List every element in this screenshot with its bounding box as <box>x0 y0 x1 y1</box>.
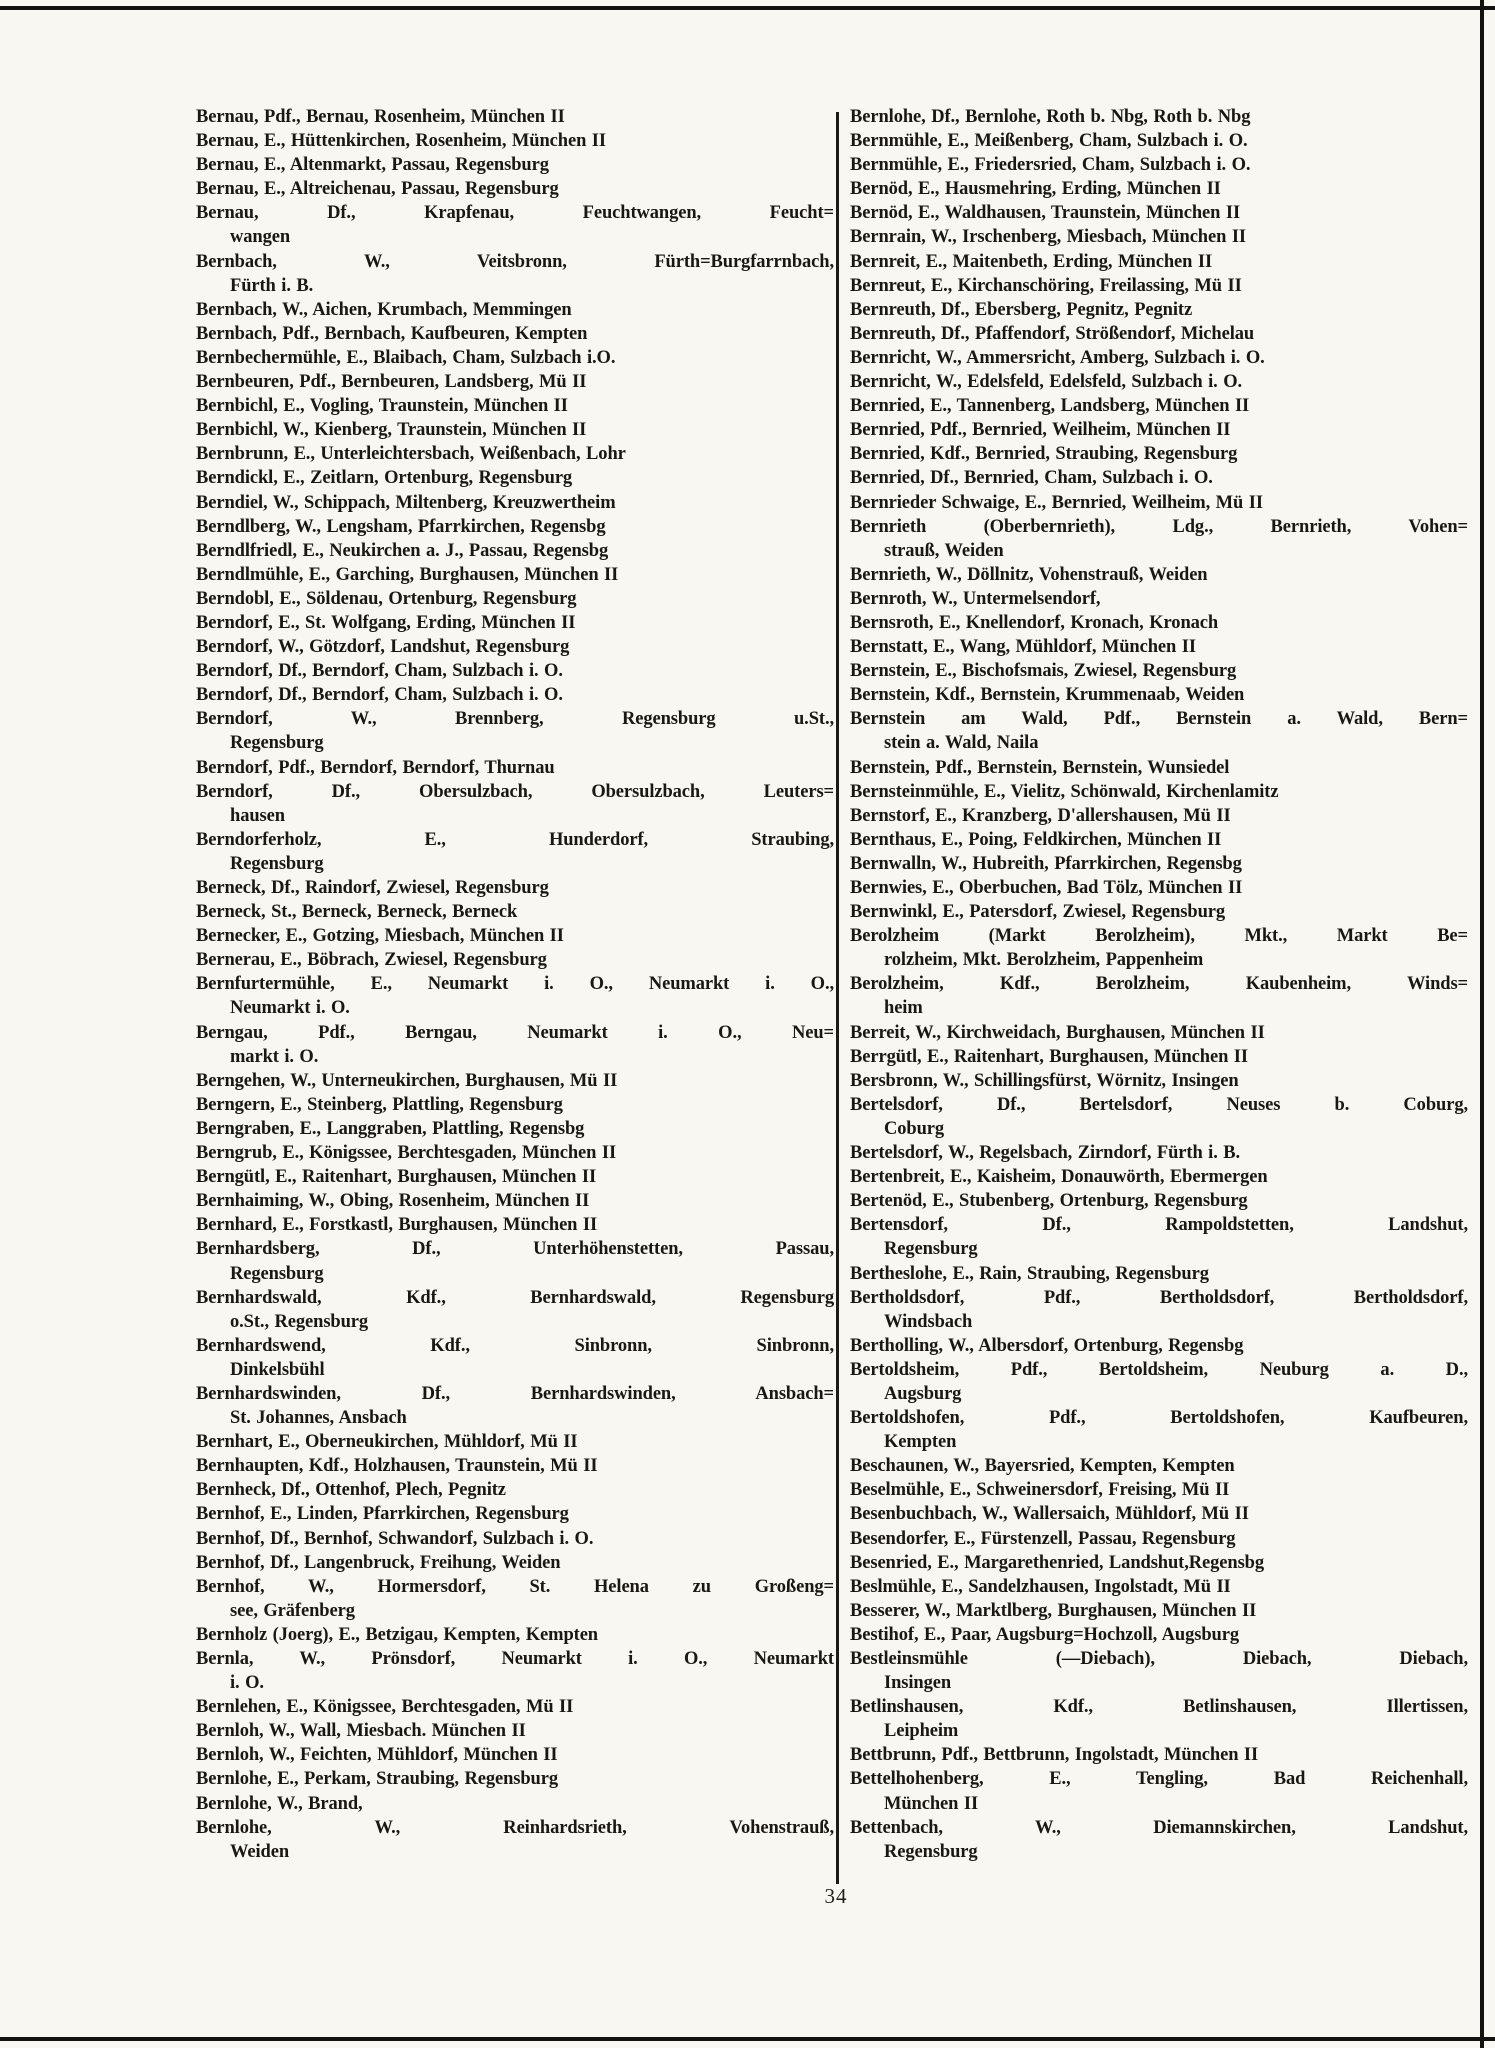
entry-line: Berngrub, E., Königssee, Berchtesgaden, München II <box>196 1143 617 1164</box>
entry-line: Bertensdorf, Df., Rampoldstetten, Landshut, <box>850 1215 1468 1236</box>
entry-line: Bernrieth (Oberbernrieth), Ldg., Bernrieth, Vohen= <box>850 516 1468 537</box>
entry-line: Bernlohe, E., Perkam, Straubing, Regensburg <box>196 1769 559 1790</box>
entry-line: Berndlfriedl, E., Neukirchen a. J., Passau, Regensbg <box>196 540 609 561</box>
entry-line: Bernstorf, E., Kranzberg, D'allershausen, Mü II <box>850 805 1231 826</box>
entry-line: Bernhof, Df., Bernhof, Schwandorf, Sulzbach i. O. <box>196 1528 594 1549</box>
entry-line: Bernstatt, E., Wang, Mühldorf, München II <box>850 637 1196 658</box>
entry-line: Berndlmühle, E., Garching, Burghausen, München II <box>196 564 619 585</box>
entry-line: St. Johannes, Ansbach <box>230 1408 407 1429</box>
entry-line: Bernrain, W., Irschenberg, Miesbach, München II <box>850 227 1247 248</box>
entry-line: Bernbichl, W., Kienberg, Traunstein, München II <box>196 420 587 441</box>
entry-line: Bernhaupten, Kdf., Holzhausen, Traunstein, Mü II <box>196 1456 598 1477</box>
entry-line: Bernbichl, E., Vogling, Traunstein, München II <box>196 396 568 417</box>
entry-line: rolzheim, Mkt. Berolzheim, Pappenheim <box>884 950 1204 971</box>
left-column <box>196 105 834 1864</box>
entry-line: Leipheim <box>884 1721 959 1742</box>
entry-line: Bernreuth, Df., Ebersberg, Pegnitz, Pegnitz <box>850 299 1193 320</box>
entry-line: Berndickl, E., Zeitlarn, Ortenburg, Regensburg <box>196 468 573 489</box>
entry-line: Bernrieth, W., Döllnitz, Vohenstrauß, Weiden <box>850 564 1208 585</box>
page-number-text: 34 <box>824 1884 848 1908</box>
entry-line: Bernholz (Joerg), E., Betzigau, Kempten, Kempten <box>196 1624 598 1645</box>
entry-line: hausen <box>230 805 285 826</box>
entry-line: Bernstein, Kdf., Bernstein, Krummenaab, Weiden <box>850 685 1245 706</box>
entry-line: Bernla, W., Prönsdorf, Neumarkt i. O., Neumarkt <box>196 1649 834 1669</box>
entry-line: Dinkelsbühl <box>230 1359 325 1380</box>
scan-edge-top <box>0 6 1495 10</box>
entry-line: Besenbuchbach, W., Wallersaich, Mühldorf, Mü II <box>850 1504 1249 1525</box>
entry-line: Bernecker, E., Gotzing, Miesbach, München II <box>196 926 564 947</box>
entry-line: Bernstein, E., Bischofsmais, Zwiesel, Regensburg <box>850 661 1237 682</box>
entry-line: Bernried, Kdf., Bernried, Straubing, Regensburg <box>850 444 1238 465</box>
entry-line: Regensburg <box>230 733 324 754</box>
entry-line: Berngraben, E., Langgraben, Plattling, Regensbg <box>196 1118 585 1139</box>
entry-line: Neumarkt i. O. <box>230 998 350 1019</box>
entry-line: Bertoldsheim, Pdf., Bertoldsheim, Neuburg a. D., <box>850 1359 1468 1380</box>
entry-line: Bernau, E., Altenmarkt, Passau, Regensburg <box>196 155 549 176</box>
entry-line: Bernau, E., Hüttenkirchen, Rosenheim, München II <box>196 131 606 152</box>
entry-line: Berolzheim (Markt Berolzheim), Mkt., Markt Be= <box>850 926 1468 947</box>
entry-line: Bernlohe, Df., Bernlohe, Roth b. Nbg, Roth b. Nbg <box>850 107 1251 127</box>
scan-edge-right <box>1480 0 1484 2048</box>
entry-line: i. O. <box>230 1673 264 1694</box>
entry-line: Bernreit, E., Maitenbeth, Erding, München II <box>850 251 1213 272</box>
entry-line: Bernöd, E., Waldhausen, Traunstein, München II <box>850 203 1241 224</box>
entry-line: Bernwinkl, E., Patersdorf, Zwiesel, Regensburg <box>850 902 1226 923</box>
entry-line: Bernhardswinden, Df., Bernhardswinden, Ansbach= <box>196 1383 834 1404</box>
entry-line: Weiden <box>230 1841 290 1862</box>
entry-line: Bettenbach, W., Diemannskirchen, Landshut, <box>850 1817 1468 1838</box>
entry-line: Bernbach, W., Aichen, Krumbach, Memmingen <box>196 299 572 320</box>
entry-line: Bertholdsdorf, Pdf., Bertholdsdorf, Bertholdsdorf, <box>850 1287 1468 1308</box>
entry-line: Bernbeuren, Pdf., Bernbeuren, Landsberg, Mü II <box>196 372 587 393</box>
entry-line: Bertoldshofen, Pdf., Bertoldshofen, Kaufbeuren, <box>850 1408 1468 1429</box>
entry-line: Bernbechermühle, E., Blaibach, Cham, Sulzbach i.O. <box>196 347 616 368</box>
entry-line: Bernau, Df., Krapfenau, Feuchtwangen, Feucht= <box>196 203 834 224</box>
entry-line: Bernsteinmühle, E., Vielitz, Schönwald, Kirchenlamitz <box>850 781 1279 802</box>
entry-line: Berndorf, E., St. Wolfgang, Erding, München II <box>196 612 576 633</box>
entry-line: strauß, Weiden <box>884 540 1004 561</box>
entry-line: Bernhard, E., Forstkastl, Burghausen, München II <box>196 1215 598 1236</box>
entry-line: Kempten <box>884 1432 957 1453</box>
entry-line: Regensburg <box>884 1841 978 1862</box>
entry-line: Bernlohe, W., Reinhardsrieth, Vohenstrauß, <box>196 1817 834 1838</box>
entry-line: Berndorf, Df., Berndorf, Cham, Sulzbach i. O. <box>196 685 563 706</box>
entry-line: Berndorf, W., Götzdorf, Landshut, Regensburg <box>196 637 570 658</box>
entry-line: Bernmühle, E., Friedersried, Cham, Sulzbach i. O. <box>850 155 1251 176</box>
entry-line: Bernsroth, E., Knellendorf, Kronach, Kronach <box>850 612 1219 633</box>
entry-line: Regensburg <box>230 1263 324 1284</box>
entry-line: Bernstein, Pdf., Bernstein, Bernstein, Wunsiedel <box>850 757 1230 778</box>
entry-line: Bernricht, W., Ammersricht, Amberg, Sulzbach i. O. <box>850 347 1265 368</box>
entry-line: Bernfurtermühle, E., Neumarkt i. O., Neumarkt i. O., <box>196 974 834 995</box>
entry-line: Windsbach <box>884 1311 973 1332</box>
entry-line: Besendorfer, E., Fürstenzell, Passau, Regensburg <box>850 1528 1236 1549</box>
entry-line: Bernhof, W., Hormersdorf, St. Helena zu Großeng= <box>196 1576 834 1597</box>
entry-line: Bettbrunn, Pdf., Bettbrunn, Ingolstadt, München II <box>850 1745 1259 1766</box>
entry-line: o.St., Regensburg <box>230 1311 369 1332</box>
entry-line: Beschaunen, W., Bayersried, Kempten, Kempten <box>850 1456 1235 1477</box>
entry-line: Bernerau, E., Böbrach, Zwiesel, Regensburg <box>196 950 547 971</box>
entry-line: Regensburg <box>230 853 324 874</box>
entry-line: Bernlehen, E., Königssee, Berchtesgaden, Mü II <box>196 1697 574 1718</box>
entry-line: Berngehen, W., Unterneukirchen, Burghausen, Mü II <box>196 1070 618 1091</box>
entry-line: Bernhart, E., Oberneukirchen, Mühldorf, Mü II <box>196 1432 578 1453</box>
entry-line: Bernheck, Df., Ottenhof, Plech, Pegnitz <box>196 1480 506 1501</box>
entry-line: Berndorf, Df., Obersulzbach, Obersulzbach, Leuters= <box>196 781 834 802</box>
entry-line: Bestihof, E., Paar, Augsburg=Hochzoll, Augsburg <box>850 1624 1239 1645</box>
entry-line: Bestleinsmühle (—Diebach), Diebach, Diebach, <box>850 1649 1468 1669</box>
scan-edge-bottom <box>0 2037 1495 2041</box>
entry-line: Bertheslohe, E., Rain, Straubing, Regensburg <box>850 1263 1209 1284</box>
entry-line: Bernau, E., Altreichenau, Passau, Regensburg <box>196 179 559 200</box>
entry-line: Bernhaiming, W., Obing, Rosenheim, München II <box>196 1191 590 1212</box>
entry-line: Bernstein am Wald, Pdf., Bernstein a. Wald, Bern= <box>850 709 1468 730</box>
entry-line: Bernhardsberg, Df., Unterhöhenstetten, Passau, <box>196 1239 834 1260</box>
entry-line: Bernried, E., Tannenberg, Landsberg, München II <box>850 396 1250 417</box>
entry-line: Berngau, Pdf., Berngau, Neumarkt i. O., Neu= <box>196 1022 834 1043</box>
column-divider <box>836 112 839 1884</box>
entry-line: Bettelhohenberg, E., Tengling, Bad Reichenhall, <box>850 1769 1468 1790</box>
entry-line: Berndobl, E., Söldenau, Ortenburg, Regensburg <box>196 588 577 609</box>
entry-line: Bertelsdorf, W., Regelsbach, Zirndorf, Fürth i. B. <box>850 1143 1241 1164</box>
entry-line: stein a. Wald, Naila <box>884 733 1039 754</box>
entry-line: Berolzheim, Kdf., Berolzheim, Kaubenheim, Winds= <box>850 974 1468 995</box>
entry-line: markt i. O. <box>230 1046 319 1067</box>
entry-line: Bernbrunn, E., Unterleichtersbach, Weißenbach, Lohr <box>196 444 626 465</box>
entry-line: Bernloh, W., Wall, Miesbach. München II <box>196 1721 526 1742</box>
entry-line: Bernhardswend, Kdf., Sinbronn, Sinbronn, <box>196 1335 834 1356</box>
entry-line: Bernried, Pdf., Bernried, Weilheim, München II <box>850 420 1231 441</box>
entry-line: Besserer, W., Marktlberg, Burghausen, München II <box>850 1600 1257 1621</box>
entry-line: Bernhof, Df., Langenbruck, Freihung, Weiden <box>196 1552 561 1573</box>
entry-line: Bernbach, W., Veitsbronn, Fürth=Burgfarrnbach, <box>196 251 834 272</box>
entry-line: Berngütl, E., Raitenhart, Burghausen, München II <box>196 1167 597 1188</box>
entry-line: Bernricht, W., Edelsfeld, Edelsfeld, Sulzbach i. O. <box>850 372 1243 393</box>
entry-line: Bernhof, E., Linden, Pfarrkirchen, Regensburg <box>196 1504 569 1525</box>
entry-line: Bernroth, W., Untermelsendorf, <box>850 588 1101 609</box>
entry-line: Coburg <box>884 1118 945 1139</box>
entry-line: Besenried, E., Margarethenried, Landshut,Regensbg <box>850 1552 1265 1573</box>
entry-line: Augsburg <box>884 1383 962 1404</box>
entry-line: Bernlohe, W., Brand, <box>196 1793 363 1814</box>
entry-line: Bertenbreit, E., Kaisheim, Donauwörth, Ebermergen <box>850 1167 1268 1188</box>
right-column <box>850 105 1468 1864</box>
entry-line: Berndorf, Df., Berndorf, Cham, Sulzbach i. O. <box>196 661 563 682</box>
entry-line: Bernbach, Pdf., Bernbach, Kaufbeuren, Kempten <box>196 323 588 344</box>
entry-line: Bernried, Df., Bernried, Cham, Sulzbach i. O. <box>850 468 1213 489</box>
entry-line: Bertelsdorf, Df., Bertelsdorf, Neuses b. Coburg, <box>850 1094 1468 1115</box>
entry-line: Beslmühle, E., Sandelzhausen, Ingolstadt, Mü II <box>850 1576 1231 1597</box>
entry-line: Bernau, Pdf., Bernau, Rosenheim, München II <box>196 107 565 127</box>
entry-line: Regensburg <box>884 1239 978 1260</box>
entry-line: Bernloh, W., Feichten, Mühldorf, München II <box>196 1745 558 1766</box>
entry-line: Berndiel, W., Schippach, Miltenberg, Kreuzwertheim <box>196 492 616 513</box>
entry-line: München II <box>884 1793 979 1814</box>
entry-line: Fürth i. B. <box>230 275 314 296</box>
entry-line: Berrgütl, E., Raitenhart, Burghausen, München II <box>850 1046 1248 1067</box>
entry-line: Bertenöd, E., Stubenberg, Ortenburg, Regensburg <box>850 1191 1248 1212</box>
entry-line: Bernwalln, W., Hubreith, Pfarrkirchen, Regensbg <box>850 853 1242 874</box>
entry-line: heim <box>884 998 923 1019</box>
entry-line: Berreit, W., Kirchweidach, Burghausen, München II <box>850 1022 1265 1043</box>
entry-line: Berndorf, W., Brennberg, Regensburg u.St., <box>196 709 834 730</box>
entry-line: Bernöd, E., Hausmehring, Erding, München II <box>850 179 1221 200</box>
entry-line: Bernrieder Schwaige, E., Bernried, Weilheim, Mü II <box>850 492 1263 513</box>
entry-line: Bernthaus, E., Poing, Feldkirchen, München II <box>850 829 1222 850</box>
entry-line: Bernwies, E., Oberbuchen, Bad Tölz, München II <box>850 878 1243 898</box>
entry-line: Betlinshausen, Kdf., Betlinshausen, Illertissen, <box>850 1697 1468 1718</box>
entry-line: wangen <box>230 227 291 248</box>
entry-line: Bernreuth, Df., Pfaffendorf, Strößendorf, Michelau <box>850 323 1255 344</box>
entry-line: Bernmühle, E., Meißenberg, Cham, Sulzbach i. O. <box>850 131 1248 152</box>
entry-line: Insingen <box>884 1673 952 1694</box>
entry-line: Berndlberg, W., Lengsham, Pfarrkirchen, Regensbg <box>196 516 606 537</box>
entry-line: Bersbronn, W., Schillingsfürst, Wörnitz, Insingen <box>850 1070 1239 1091</box>
entry-line: Berndorferholz, E., Hunderdorf, Straubing, <box>196 829 834 850</box>
entry-line: Bertholling, W., Albersdorf, Ortenburg, Regensbg <box>850 1335 1244 1356</box>
entry-line: Bernhardswald, Kdf., Bernhardswald, Regensburg <box>196 1287 834 1308</box>
entry-line: see, Gräfenberg <box>230 1600 355 1621</box>
entry-line: Berngern, E., Steinberg, Plattling, Regensburg <box>196 1094 563 1115</box>
entry-line: Beselmühle, E., Schweinersdorf, Freising, Mü II <box>850 1480 1230 1501</box>
entry-line: Bernreut, E., Kirchanschöring, Freilassing, Mü II <box>850 275 1242 296</box>
entry-line: Berndorf, Pdf., Berndorf, Berndorf, Thurnau <box>196 757 555 778</box>
entry-line: Berneck, St., Berneck, Berneck, Berneck <box>196 902 518 923</box>
entry-line: Berneck, Df., Raindorf, Zwiesel, Regensburg <box>196 878 549 898</box>
page-number <box>776 1884 896 1909</box>
